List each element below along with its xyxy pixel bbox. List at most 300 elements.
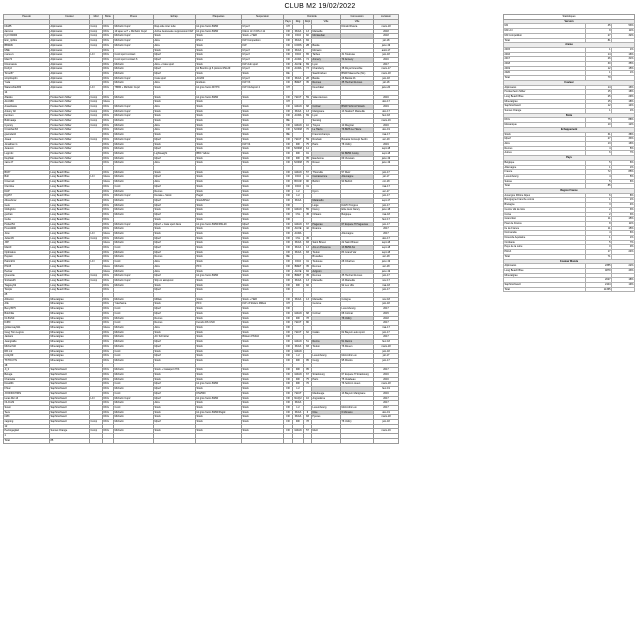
col-livraison: Livraison — [374, 15, 399, 20]
cell-suspension: Stock — [242, 391, 284, 396]
stats-count: 1 — [586, 47, 612, 52]
cell-pseudo: CL5GN0 — [4, 316, 50, 321]
stats-label: 2018 — [504, 62, 586, 67]
cell-pseudo: Cristobal.83 — [4, 128, 50, 133]
cell-mod: Comp — [90, 274, 103, 279]
cell-dept: 92 — [304, 283, 312, 288]
stats-percent: 16% — [612, 85, 635, 90]
cell-couleur: Mineralgrau — [50, 349, 90, 354]
stats-percent: 3% — [612, 207, 635, 212]
stats-count: 12 — [586, 104, 612, 109]
cell-dept — [304, 438, 312, 443]
stats-percent: 1% — [612, 47, 635, 52]
cell-concession: 76 horizon rouen — [341, 382, 374, 387]
cell-pays: FR — [284, 175, 293, 180]
cell-pays: FR — [284, 429, 293, 434]
cell-dept: 2B — [304, 43, 312, 48]
cell-livraison: juil-18 — [374, 39, 399, 44]
cell-boite: DKG — [103, 321, 114, 326]
cell-ville: Rennes — [312, 264, 341, 269]
cell-plaquettes: Stock — [196, 344, 242, 349]
cell-livraison: mars-18 — [374, 72, 399, 77]
cell-plaquettes: Stock — [196, 269, 242, 274]
cell-echap: Mperf — [154, 57, 196, 62]
cell-plaquettes: Endless — [196, 81, 242, 86]
cell-pneus: Michelin Cup2 — [114, 76, 154, 81]
cell-reg: PACA — [293, 344, 304, 349]
cell-concession: 22 Saint Brieuc — [341, 241, 374, 246]
cell-echap: Remus — [154, 316, 196, 321]
cell-echap: Mperf — [154, 67, 196, 72]
cell-boite: DKG — [103, 255, 114, 260]
cell-livraison: mars-19 — [374, 119, 399, 124]
stats-label: Centre Val de loire — [504, 207, 586, 212]
cell-echap: Mperf — [154, 184, 196, 189]
stats-count: 27 — [586, 137, 612, 142]
cell-reg: GRAN — [294, 340, 302, 344]
cell-echap: Mperf — [154, 203, 196, 208]
cell-pneus: Michelin — [114, 264, 154, 269]
stats-label: 2020 — [504, 71, 586, 76]
cell-reg: PACA — [293, 241, 304, 246]
cell-boite: DKG — [103, 222, 114, 227]
stats-percent: 4% — [612, 203, 635, 208]
cell-plaquettes: Stock — [196, 255, 242, 260]
cell-ville: Hyères — [312, 415, 341, 420]
cell-couleur: Alpinweiss — [50, 57, 90, 62]
stats-label: 2019 — [504, 66, 586, 71]
cell-concession: BMW Maessche (NL) — [341, 72, 374, 77]
cell-livraison: juin-17 — [374, 194, 399, 199]
cell-dept: 51 — [304, 340, 312, 345]
cell-suspension: Stock — [242, 269, 284, 274]
cell-pseudo: Bofi — [4, 175, 50, 180]
cell-reg: LU — [293, 354, 304, 359]
cell-ville: Maubeuge — [312, 391, 341, 396]
cell-livraison: 2017 — [374, 321, 399, 326]
cell-pneus: Michelin Cup2 — [114, 137, 154, 142]
cell-ville: Eaubonne — [312, 156, 341, 161]
cell-dept: 6 — [304, 410, 312, 415]
cell-livraison: mars-17 — [374, 67, 399, 72]
cell-reg: IDF — [293, 420, 304, 425]
cell-reg: AURA — [293, 231, 304, 236]
cell-couleur: Alpinweiss — [50, 53, 90, 58]
stats-count: 9 — [586, 29, 612, 34]
cell-pseudo: RR m2 — [4, 349, 50, 354]
cell-couleur: Long Beach Blue — [50, 236, 90, 241]
stats-count: 27 — [586, 33, 612, 38]
cell-pays: FR — [284, 161, 293, 166]
cell-suspension: Stock — [242, 213, 284, 218]
cell-pays: FR — [284, 203, 293, 208]
cell-pseudo: Max74 — [4, 57, 50, 62]
cell-livraison: janv-19 — [374, 43, 399, 48]
cell-pneus: Michelin — [114, 241, 154, 246]
stats-count: 4879 — [586, 268, 612, 273]
cell-dept: 82 — [304, 34, 312, 39]
cell-suspension: Stock — [242, 340, 284, 345]
stats-percent: 31% — [612, 57, 635, 62]
cell-ville: Nyon — [312, 189, 341, 194]
cell-reg: BRET — [293, 274, 304, 279]
cell-pseudo: zapping — [4, 420, 50, 425]
stats-percent: 0% — [612, 245, 635, 250]
stats-percent: 19% — [612, 283, 635, 288]
cell-boite: Meca — [103, 269, 114, 274]
cell-ville: Toulon — [312, 250, 341, 255]
cell-pays: CH — [284, 100, 293, 105]
cell-reg: AURA — [293, 67, 304, 72]
cell-couleur: Mineralgrau — [50, 302, 90, 307]
cell-plaquettes: Stock — [196, 189, 242, 194]
cell-dept: 62 — [304, 330, 312, 335]
cell-dept: 14 — [304, 147, 312, 152]
cell-reg: IDF — [293, 151, 304, 156]
cell-dept: 35 — [304, 274, 312, 279]
cell-boite: DKG — [103, 189, 114, 194]
col-suspension: Suspension — [242, 15, 284, 20]
cell-suspension: Stock — [242, 396, 284, 401]
cell-plaquettes: Stock — [196, 246, 242, 251]
cell-suspension: Stock — [242, 387, 284, 392]
cell-pays: FR — [284, 340, 293, 345]
cell-suspension: Stock — [242, 321, 284, 326]
cell-suspension: Stock — [242, 274, 284, 279]
stats-label: M2 — [504, 24, 586, 29]
stats-count: 30 — [586, 62, 612, 67]
cell-reg: AURA — [293, 57, 304, 62]
cell-dept: 83 — [304, 344, 312, 349]
cell-mod — [90, 438, 103, 443]
cell-plaquettes: Stock — [196, 236, 242, 241]
cell-livraison: 2015 — [374, 311, 399, 316]
cell-livraison: mars-18 — [374, 344, 399, 349]
cell-suspension: Stock — [242, 104, 284, 109]
cell-echap: Mperf — [154, 391, 196, 396]
cell-pneus: Michelin Cup2 — [114, 114, 154, 119]
cell-boite: DKG — [103, 382, 114, 387]
stats-count: 26 — [586, 57, 612, 62]
cell-reg: LU — [293, 189, 304, 194]
cell-pseudo: goldenway911 — [4, 325, 50, 330]
cell-couleur: Mineralgrau — [50, 335, 90, 340]
cell-boite: DKG — [103, 67, 114, 72]
cell-couleur: Alpinweiss — [50, 29, 90, 34]
cell-pneus: Michelin — [114, 429, 154, 434]
cell-concession: 67 Espace H Strasbourg — [341, 373, 374, 378]
cell-pays: FR — [284, 39, 293, 44]
cell-ville: Bastia — [312, 76, 341, 81]
cell-echap: Stock — [154, 142, 196, 147]
stats-label: Saphirschwarz — [504, 283, 586, 288]
cell-pays: FR — [284, 217, 293, 222]
cell-livraison: sept-17 — [374, 199, 399, 204]
cell-ville: Monaco — [312, 48, 341, 53]
cell-livraison: févr-18 — [374, 114, 399, 119]
cell-boite: DKG — [103, 109, 114, 114]
cell-pseudo: Dorfy2 — [4, 67, 50, 72]
cell-boite: DKG — [103, 53, 114, 58]
cell-livraison: avr-17 — [374, 189, 399, 194]
stats-percent: 43% — [612, 268, 635, 273]
cell-mod: Comp — [90, 29, 103, 34]
cell-plaquettes: AU200 — [196, 76, 242, 81]
cell-reg: GRAN — [294, 429, 302, 433]
cell-livraison: janv-18 — [374, 208, 399, 213]
stats-section-label: Version — [504, 19, 635, 24]
stats-label: Alpinweiss — [504, 264, 586, 269]
cell-ville: Paris — [312, 142, 341, 147]
cell-pseudo: Optimalus — [4, 250, 50, 255]
cell-livraison: mars-18 — [374, 415, 399, 420]
stats-label: Stock — [504, 132, 586, 137]
cell-pseudo: Paylam — [4, 255, 50, 260]
stats-count: 2104 — [586, 283, 612, 288]
cell-concession: Mozzolini Lux — [341, 354, 374, 359]
cell-couleur: Saphirschwarz — [50, 415, 90, 420]
cell-suspension: Stock — [242, 227, 284, 232]
cell-reg: IDF — [293, 368, 304, 373]
cell-dept: 69 — [304, 114, 312, 119]
cell-pays: FR — [284, 354, 293, 359]
cell-dept: 95 — [304, 156, 312, 161]
cell-reg: IDF — [293, 382, 304, 387]
cell-pneus: Michelin — [114, 250, 154, 255]
cell-reg: IDF — [293, 283, 304, 288]
cell-mod: Comp — [90, 114, 103, 119]
cell-boite: DKG — [103, 316, 114, 321]
cell-couleur: Hockenheim Silber — [50, 119, 90, 124]
cell-pneus: Michelin — [114, 410, 154, 415]
cell-echap: Stock — [154, 208, 196, 213]
cell-pays: FR — [284, 57, 293, 62]
cell-pays: FR — [284, 67, 293, 72]
cell-plaquettes: Stock — [196, 62, 242, 67]
stats-count: 6 — [586, 193, 612, 198]
cell-reg: HAUT — [293, 95, 304, 100]
cell-dept: 13 — [304, 297, 312, 302]
cell-mod: LCI — [90, 175, 103, 180]
cell-pays: FR — [284, 109, 293, 114]
cell-dept: 55 — [304, 208, 312, 213]
cell-reg: BRET — [293, 264, 304, 269]
cell-livraison: juin-17 — [374, 170, 399, 175]
cell-plaquettes: Stock — [196, 405, 242, 410]
cell-suspension: Stock — [242, 377, 284, 382]
cell-livraison: oct-18 — [374, 180, 399, 185]
cell-livraison: juin-17 — [374, 222, 399, 227]
cell-pseudo: Ji_0 — [4, 368, 50, 373]
cell-pays: FR — [284, 189, 293, 194]
cell-plaquettes: Stock — [196, 278, 242, 283]
stats-percent: 3% — [612, 212, 635, 217]
cell-boite: DKG — [103, 274, 114, 279]
stats-count: 11365 — [586, 287, 612, 292]
stats-label: Total — [504, 76, 586, 81]
cell-suspension: Stock — [242, 373, 284, 378]
cell-concession: 83 Grand Var — [341, 250, 374, 255]
cell-pneus: 19 apex ec7 + Michelin Cup2 — [114, 29, 154, 34]
cell-pseudo: JOONNCHRIS — [4, 391, 50, 396]
stats-percent: 6% — [612, 231, 635, 236]
cell-boite: DKG — [103, 391, 114, 396]
cell-concession: Allemagne — [341, 175, 374, 180]
cell-dept: 13 — [304, 246, 312, 251]
cell-echap: Remus — [154, 189, 196, 194]
stats-label: Nouvelle Aquitaine — [504, 236, 586, 241]
cell-couleur: Saphirschwarz — [50, 401, 90, 406]
cell-pneus: Michelin — [114, 203, 154, 208]
cell-pays: FR — [284, 330, 293, 335]
stats-count: 0 — [586, 245, 612, 250]
cell-pseudo: DJ80 — [4, 321, 50, 326]
cell-pseudo: Michel M2 — [4, 344, 50, 349]
stats-label: M2 Compétition — [504, 33, 586, 38]
cell-pneus: Michelin — [114, 387, 154, 392]
cell-livraison: août-17 — [374, 48, 399, 53]
cell-livraison: juin-18 — [374, 302, 399, 307]
cell-echap: Stock — [154, 377, 196, 382]
cell-echap: Mperf — [154, 156, 196, 161]
cell-pays: FR — [284, 344, 293, 349]
cell-pays: BE — [284, 255, 293, 260]
cell-mod: LCI — [90, 53, 103, 58]
cell-suspension: Stock — [242, 429, 284, 434]
stats-count: 12 — [586, 66, 612, 71]
cell-pseudo: AnaelJasia — [4, 104, 50, 109]
cell-boite: Meca — [103, 175, 114, 180]
cell-pays: FR — [284, 222, 293, 227]
cell-concession: 76 BMS Le Havre — [341, 128, 374, 133]
cell-couleur: 85 — [50, 438, 90, 443]
cell-pseudo: Bollmaatje — [4, 119, 50, 124]
cell-pneus: Yokohama — [114, 302, 154, 307]
cell-pays: FR — [284, 231, 293, 236]
stats-label: Total — [504, 38, 586, 43]
cell-pneus: Michelin — [114, 373, 154, 378]
cell-dept: 13 — [304, 109, 312, 114]
cell-pays: FR — [284, 194, 293, 199]
stats-label: France — [504, 170, 586, 175]
cell-pseudo: manu-rs — [4, 53, 50, 58]
cell-livraison: juin-17 — [374, 330, 399, 335]
cell-pseudo: Zfastku — [4, 95, 50, 100]
cell-boite: DKG — [103, 358, 114, 363]
stats-count: 11 — [586, 226, 612, 231]
cell-suspension: Stock — [242, 72, 284, 77]
cell-concession: 57 Metz — [341, 170, 374, 175]
cell-pseudo: Guba — [4, 217, 50, 222]
cell-pays: FR — [284, 316, 293, 321]
cell-pseudo: Sosoi — [4, 405, 50, 410]
stats-label: Occitanie — [504, 240, 586, 245]
stats-label: Belgique — [504, 160, 586, 165]
cell-pays: FR — [284, 391, 293, 396]
cell-suspension: Stock — [242, 236, 284, 241]
cell-pneus: Conti — [114, 354, 154, 359]
cell-couleur: Mineralgrau — [50, 316, 90, 321]
cell-dept: 31 — [304, 260, 312, 265]
cell-boite: DKG — [103, 217, 114, 222]
cell-livraison: 2017 — [374, 307, 399, 312]
cell-reg: PACA — [293, 76, 304, 81]
cell-pays: FR — [284, 81, 293, 86]
cell-concession: 74 Annecy — [341, 57, 374, 62]
cell-couleur: Hockenheim Silber — [50, 156, 90, 161]
cell-plaquettes: DS2500 — [196, 391, 242, 396]
cell-plaquettes: Stock — [196, 161, 242, 166]
cell-couleur: Hockenheim Silber — [50, 142, 90, 147]
stats-count: 71 — [586, 254, 612, 259]
stats-label: Normandie — [504, 231, 586, 236]
cell-pneus: Conti — [114, 246, 154, 251]
stats-label: Total — [504, 184, 586, 189]
cell-reg: OCCI — [293, 175, 304, 180]
cell-dept: 76 — [304, 382, 312, 387]
cell-pays: FR — [284, 170, 293, 175]
cell-echap: Akra — [154, 325, 196, 330]
cell-reg: GRAN — [294, 349, 302, 353]
cell-boite: DKG — [103, 194, 114, 199]
cell-echap: Stock — [154, 410, 196, 415]
page-title: CLUB M2 19/02/2022 — [284, 3, 356, 10]
stats-percent: 16% — [612, 52, 635, 57]
cell-pays: FR — [284, 34, 293, 39]
cell-echap: Stock — [154, 170, 196, 175]
stats-percent: 1% — [612, 165, 635, 170]
cell-reg: IDF — [293, 142, 304, 147]
cell-pays: FR — [284, 311, 293, 316]
cell-boite: DKG — [103, 72, 114, 77]
cell-pneus: Conti — [114, 349, 154, 354]
cell-suspension: Stock — [242, 246, 284, 251]
cell-boite: DKG — [103, 429, 114, 434]
cell-echap: Stock — [154, 86, 196, 91]
cell-boite — [103, 438, 114, 443]
cell-reg: AUVE — [293, 227, 304, 232]
stats-label: Long Beach Blue — [504, 94, 586, 99]
cell-livraison: déc-19 — [374, 410, 399, 415]
stats-count: 2355 — [586, 264, 612, 269]
cell-mod: LCI — [90, 396, 103, 401]
stats-percent — [612, 287, 635, 292]
cell-plaquettes: PFC — [196, 264, 242, 269]
cell-pays: FR — [284, 208, 293, 213]
cell-reg: IDF — [293, 358, 304, 363]
cell-plaquettes: Stock — [196, 203, 242, 208]
stats-label: Corse — [504, 212, 586, 217]
cell-couleur: Mineralgrau — [50, 311, 90, 316]
cell-boite: DKG — [103, 330, 114, 335]
cell-livraison: 2017 — [374, 227, 399, 232]
cell-plaquettes: Stock — [196, 156, 242, 161]
cell-echap: Akra — [154, 39, 196, 44]
cell-pseudo: Antony 92 — [4, 109, 50, 114]
stats-count: 2 — [586, 212, 612, 217]
cell-boite: DKG — [103, 405, 114, 410]
cell-pays: FR — [284, 246, 293, 251]
cell-ville: Strasbourg — [312, 373, 341, 378]
stats-section-label: Echappement — [504, 127, 635, 132]
cell-ville: Marseille — [312, 278, 341, 283]
stats-percent: 11% — [612, 221, 635, 226]
cell-boite: DKG — [103, 48, 114, 53]
stats-percent: 5% — [612, 174, 635, 179]
cell-concession: 51 Reims — [341, 340, 374, 345]
col-mod: Mod — [90, 15, 103, 20]
cell-plaquettes: Stock — [196, 420, 242, 425]
